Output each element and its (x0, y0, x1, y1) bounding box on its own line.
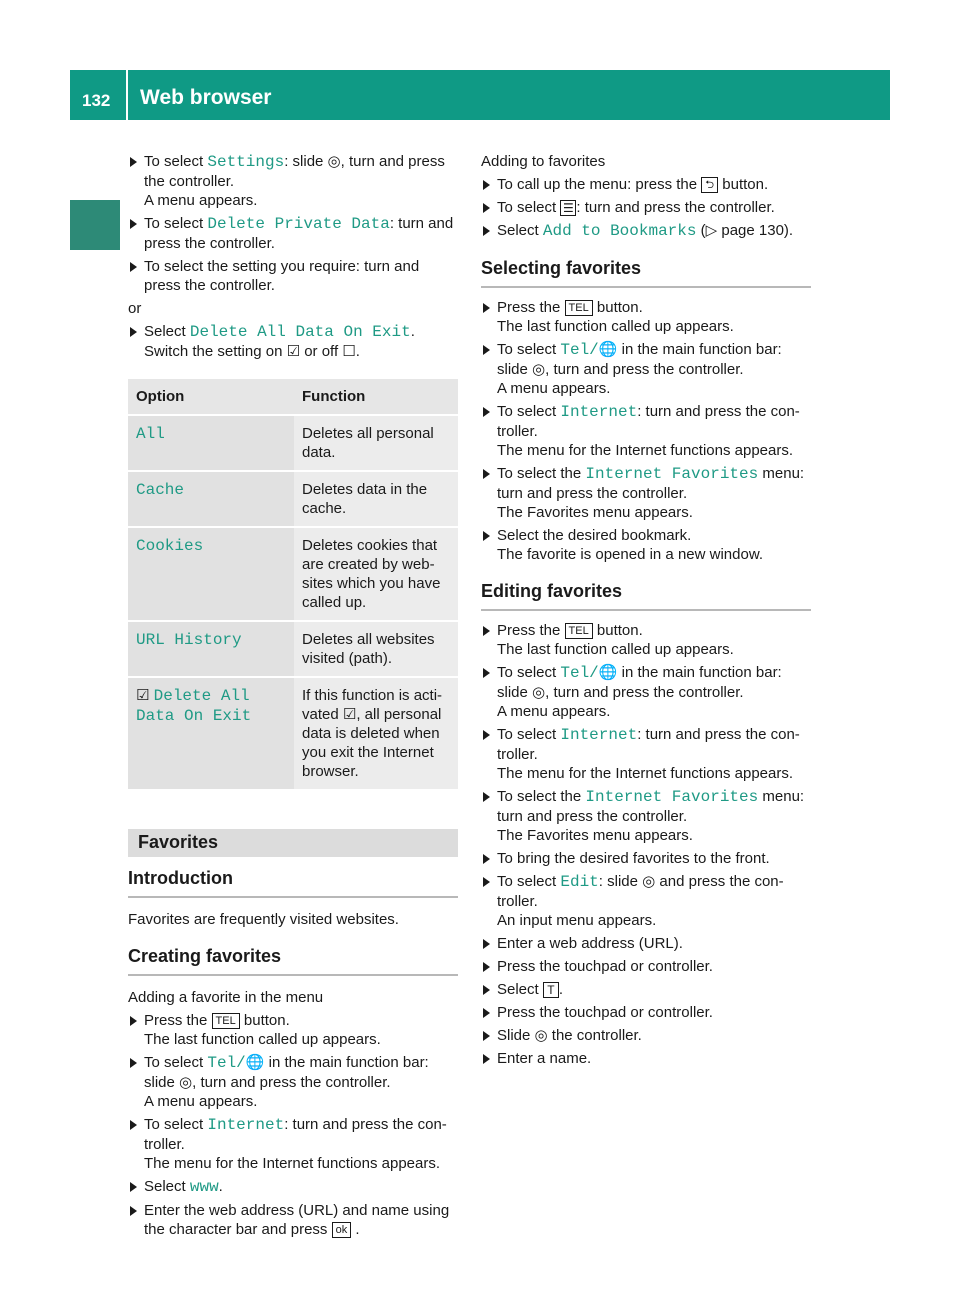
step-call-menu: To call up the menu: press the ⮌ button. (481, 175, 811, 194)
step-slide-controller: Slide ◎ the controller. (481, 1026, 811, 1045)
checkbox-on-icon: ☑ (286, 342, 301, 360)
function-cell: Deletes cookies that are created by web-sites which you have called up. (294, 527, 458, 621)
header-divider (126, 70, 128, 120)
header-option: Option (128, 379, 294, 415)
left-column (128, 152, 458, 1243)
creating-favorites-heading: Creating favorites (128, 947, 458, 976)
step-select-tel: To select Tel/🌐 in the main function bar: slide ◎, turn and press the controller. A menu appears. (481, 340, 811, 398)
step-select-settings: To select Settings: slide ◎, turn and press the controller. A menu appears. (128, 152, 458, 210)
checkbox-on-icon: ☑ (342, 705, 357, 723)
side-label: Online and Internet functions (94, 823, 116, 1101)
globe-icon: 🌐 (598, 663, 618, 681)
table-row (128, 527, 458, 621)
step-select-internet: To select Internet: turn and press the con-troller. The menu for the Internet functions appears. (481, 402, 811, 460)
table-row (128, 415, 458, 471)
back-key-icon: ⮌ (701, 177, 718, 193)
table-row (128, 621, 458, 677)
right-column (481, 152, 811, 1072)
controller-slide-icon: ◎ (642, 872, 656, 890)
page-number: 132 (82, 91, 111, 110)
function-cell: Deletes all websites visited (path). (294, 621, 458, 677)
tel-key-icon: TEL (565, 300, 593, 316)
text-tool-icon: T (543, 982, 559, 998)
step-press-tel: Press the TEL button. The last function called up appears. (481, 621, 811, 659)
step-press-tel: Press the TEL button. The last function called up appears. (128, 1011, 458, 1049)
step-press-touchpad: Press the touchpad or controller. (481, 957, 811, 976)
step-enter-address: Enter the web address (URL) and name using the character bar and press ok . (128, 1201, 458, 1239)
intro-text: Favorites are frequently visited websites. (128, 911, 399, 928)
step-select-www: Select www. (128, 1177, 458, 1197)
globe-icon: 🌐 (245, 1053, 265, 1071)
step-select-internet: To select Internet: turn and press the con-troller. The menu for the Internet functions appears. (481, 725, 811, 783)
step-internet-favorites: To select the Internet Favorites menu: turn and press the controller. The Favorites menu appears. (481, 464, 811, 522)
adding-intro: Adding to favorites (481, 153, 606, 170)
favorites-section-title: Favorites (128, 829, 458, 857)
checkbox-off-icon: ☐ (342, 342, 356, 360)
table-row (128, 471, 458, 527)
ok-key-icon: ok (332, 1222, 352, 1238)
menu-icon: ☰ (560, 200, 576, 216)
tel-key-icon: TEL (212, 1013, 240, 1029)
step-bring-front: To bring the desired favorites to the front. (481, 849, 811, 868)
option-cell: All (136, 425, 165, 443)
checkbox-on-icon: ☑ (136, 686, 150, 704)
option-cell: Cookies (136, 537, 204, 555)
introduction-heading: Introduction (128, 869, 458, 898)
globe-icon: 🌐 (598, 340, 618, 358)
controller-slide-icon: ◎ (327, 152, 341, 170)
step-press-tel: Press the TEL button. The last function called up appears. (481, 298, 811, 336)
tel-key-icon: TEL (565, 623, 593, 639)
table-header-row (128, 379, 458, 415)
header-function: Function (294, 379, 458, 415)
side-tab (70, 200, 120, 250)
option-cell: Cache (136, 481, 185, 499)
options-table (128, 379, 458, 791)
controller-slide-icon: ◎ (179, 1073, 193, 1091)
step-delete-on-exit: Select Delete All Data On Exit. Switch the setting on ☑ or off ☐. (128, 322, 458, 361)
step-select-setting: To select the setting you require: turn and press the controller. (128, 257, 458, 295)
or-text: or (128, 300, 142, 317)
option-cell: URL History (136, 631, 242, 649)
step-select-edit: To select Edit: slide ◎ and press the con-troller. An input menu appears. (481, 872, 811, 930)
table-row (128, 677, 458, 790)
step-enter-url: Enter a web address (URL). (481, 934, 811, 953)
option-cell: Delete All Data On Exit (136, 687, 252, 725)
step-enter-name: Enter a name. (481, 1049, 811, 1068)
selecting-favorites-heading: Selecting favorites (481, 259, 811, 288)
step-select-internet: To select Internet: turn and press the con-troller. The menu for the Internet functions appears. (128, 1115, 458, 1173)
step-select-bookmark: Select the desired bookmark. The favorite is opened in a new window. (481, 526, 811, 564)
chapter-title: Web browser (140, 86, 272, 109)
step-select-t: Select T . (481, 980, 811, 999)
function-cell: Deletes data in the cache. (294, 471, 458, 527)
step-add-bookmarks: Select Add to Bookmarks (▷ page 130). (481, 221, 811, 241)
creating-intro: Adding a favorite in the menu (128, 989, 324, 1006)
editing-favorites-heading: Editing favorites (481, 582, 811, 611)
function-cell: If this function is acti-vated ☑, all personal data is deleted when you exit the Internet browser. (294, 677, 458, 790)
step-internet-favorites: To select the Internet Favorites menu: turn and press the controller. The Favorites menu appears. (481, 787, 811, 845)
function-cell: Deletes all personal data. (294, 415, 458, 471)
step-delete-private-data: To select Delete Private Data: turn and press the controller. (128, 214, 458, 253)
controller-slide-icon: ◎ (534, 1026, 548, 1044)
controller-slide-icon: ◎ (532, 683, 546, 701)
step-press-touchpad: Press the touchpad or controller. (481, 1003, 811, 1022)
step-select-tel: To select Tel/🌐 in the main function bar: slide ◎, turn and press the controller. A menu appears. (128, 1053, 458, 1111)
step-select-tel: To select Tel/🌐 in the main function bar: slide ◎, turn and press the controller. A menu appears. (481, 663, 811, 721)
step-select-menu: To select ☰ : turn and press the controller. (481, 198, 811, 217)
controller-slide-icon: ◎ (532, 360, 546, 378)
